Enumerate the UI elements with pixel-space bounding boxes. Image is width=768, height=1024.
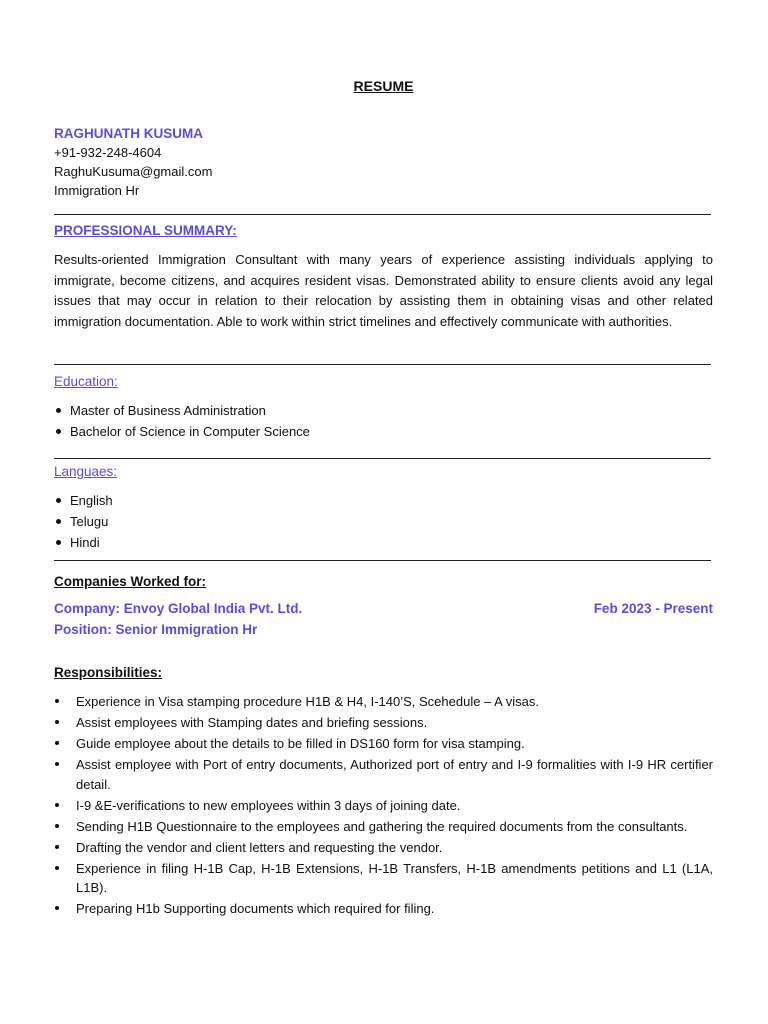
- list-item: Master of Business Administration: [54, 400, 310, 421]
- list-item: Assist employee with Port of entry documents, Authorized port of entry and I-9 formalities with I-9 HR certifier detail.: [54, 755, 713, 794]
- company-name: Company: Envoy Global India Pvt. Ltd.: [54, 601, 303, 616]
- divider: [54, 214, 711, 215]
- list-item: Experience in Visa stamping procedure H1B & H4, I-140’S, Scehedule – A visas.: [54, 692, 713, 712]
- email-address: RaghuKusuma@gmail.com: [54, 164, 213, 179]
- list-item: Bachelor of Science in Computer Science: [54, 421, 310, 442]
- responsibilities-list: [54, 692, 713, 920]
- list-item: Hindi: [54, 532, 113, 553]
- position-title: Position: Senior Immigration Hr: [54, 622, 258, 637]
- divider: [54, 458, 711, 459]
- divider: [54, 560, 711, 561]
- company-row: [54, 601, 713, 616]
- list-item: Sending H1B Questionnaire to the employees and gathering the required documents from the consultants.: [54, 817, 713, 837]
- phone-number: +91-932-248-4604: [54, 145, 162, 160]
- education-heading: Education:: [54, 374, 118, 389]
- list-item: Assist employees with Stamping dates and briefing sessions.: [54, 713, 713, 733]
- divider: [54, 364, 711, 365]
- summary-heading: PROFESSIONAL SUMMARY:: [54, 223, 237, 238]
- candidate-name: RAGHUNATH KUSUMA: [54, 126, 203, 141]
- list-item: Guide employee about the details to be filled in DS160 form for visa stamping.: [54, 734, 713, 754]
- languages-heading: Languaes:: [54, 464, 118, 479]
- employment-dates: Feb 2023 - Present: [593, 601, 713, 616]
- contact-block: [54, 124, 212, 200]
- list-item: Experience in filing H-1B Cap, H-1B Extensions, H-1B Transfers, H-1B amendments petitions and L1 (L1A, L1B).: [54, 859, 713, 898]
- list-item: English: [54, 490, 113, 511]
- companies-heading: Companies Worked for:: [54, 574, 207, 589]
- responsibilities-heading: Responsibilities:: [54, 665, 163, 680]
- job-role: Immigration Hr: [54, 183, 140, 198]
- education-list: [54, 400, 310, 442]
- list-item: Preparing H1b Supporting documents which required for filing.: [54, 899, 713, 919]
- summary-text: Results-oriented Immigration Consultant with many years of experience assisting individuals applying to immigrate, become citizens, and acquires resident visas. Demonstrated ability to ensure clients avoid any legal issues that may occur in relation to their relocation by assisting them in obtaining visas and other related immigration documentation. Able to work within strict timelines and effectively communicate with authorities.: [54, 252, 713, 329]
- list-item: Drafting the vendor and client letters and requesting the vendor.: [54, 838, 713, 858]
- languages-list: [54, 490, 113, 553]
- list-item: I-9 &E-verifications to new employees within 3 days of joining date.: [54, 796, 713, 816]
- document-title: RESUME: [353, 78, 414, 94]
- list-item: Telugu: [54, 511, 113, 532]
